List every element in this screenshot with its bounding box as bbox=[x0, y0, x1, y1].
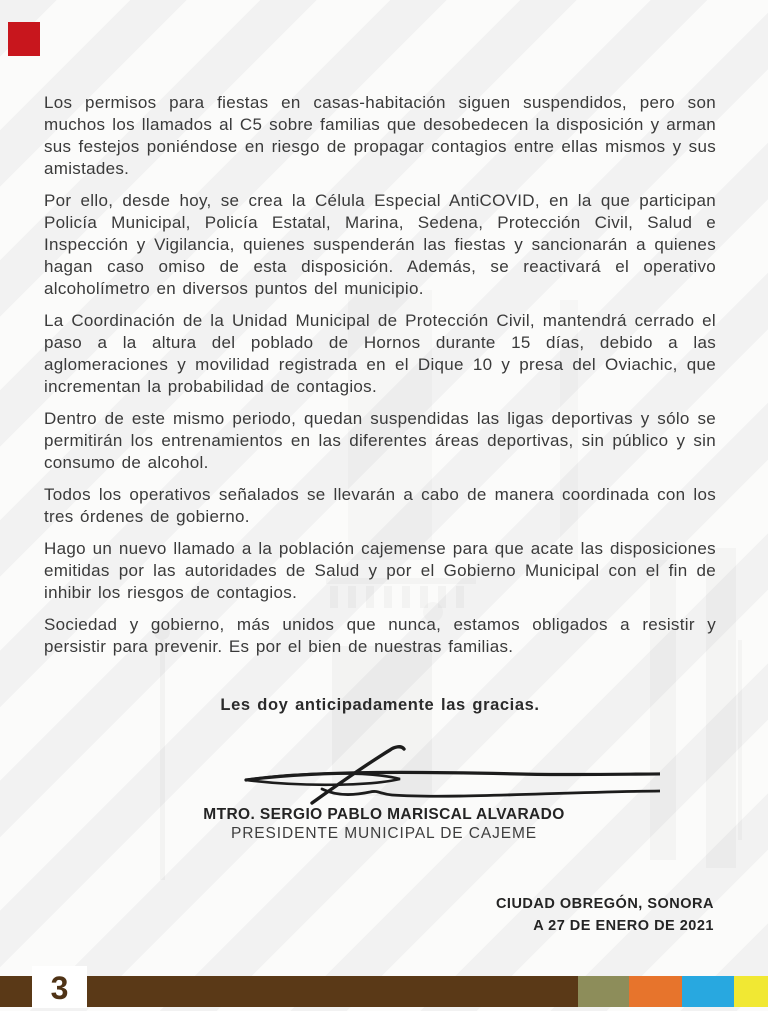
page-number: 3 bbox=[50, 969, 69, 1006]
paragraph-2: Por ello, desde hoy, se crea la Célula Especial AntiCOVID, en la que participan Policía Municipal, Policía Estatal, Marina, Sedena, Protección Civil, Salud e Inspección y Vigilancia, quienes suspenderán las fiestas y sancionarán a quienes hagan caso omiso de esta disposición. Además, se reactivará el operativo alcoholímetro en diversos puntos del municipio. bbox=[44, 191, 716, 298]
letter-body bbox=[44, 92, 716, 726]
signatory-name: MTRO. SERGIO PABLO MARISCAL ALVARADO bbox=[203, 806, 565, 823]
dateline-city: CIUDAD OBREGÓN, SONORA bbox=[495, 896, 714, 912]
page-number-badge bbox=[32, 966, 87, 1008]
dateline bbox=[496, 893, 714, 937]
closing-line: Les doy anticipadamente las gracias. bbox=[220, 696, 540, 714]
footer-bar bbox=[0, 976, 768, 1007]
dateline-date: A 27 DE ENERO DE 2021 bbox=[533, 918, 714, 934]
paragraph-6: Hago un nuevo llamado a la población cajemense para que acate las disposiciones emitidas por las autoridades de Salud y por el Gobierno Municipal con el fin de inhibir los riesgos de contagios. bbox=[44, 539, 716, 602]
paragraph-3: La Coordinación de la Unidad Municipal de Protección Civil, mantendrá cerrado el paso a la altura del poblado de Hornos durante 15 días, debido a las aglomeraciones y movilidad registrada en el Dique 10 y presa del Oviachic, que incrementan la probabilidad de contagios. bbox=[44, 311, 716, 396]
paragraph-1: Los permisos para fiestas en casas-habitación siguen suspendidos, pero son muchos los llamados al C5 sobre familias que desobedecen la disposición y arman sus festejos poniéndose en riesgo de propagar contagios entre ellas mismos y sus amistades. bbox=[44, 93, 716, 178]
signature-scribble bbox=[230, 728, 660, 812]
footer-stripe-yellow bbox=[734, 976, 768, 1007]
paragraph-5: Todos los operativos señalados se llevarán a cabo de manera coordinada con los tres órdenes de gobierno. bbox=[44, 485, 716, 526]
paragraph-4: Dentro de este mismo periodo, quedan suspendidas las ligas deportivas y sólo se permitirán los entrenamientos en las diferentes áreas deportivas, sin público y sin consumo de alcohol. bbox=[44, 409, 716, 472]
footer-stripe-orange bbox=[629, 976, 682, 1007]
footer-stripe-blue bbox=[682, 976, 734, 1007]
signatory-block bbox=[0, 806, 768, 843]
red-square-mark bbox=[8, 22, 40, 56]
signatory-title: PRESIDENTE MUNICIPAL DE CAJEME bbox=[230, 825, 538, 842]
footer-stripe-olive bbox=[578, 976, 629, 1007]
paragraph-7: Sociedad y gobierno, más unidos que nunca, estamos obligados a resistir y persistir para prevenir. Es por el bien de nuestras familias. bbox=[44, 615, 716, 656]
